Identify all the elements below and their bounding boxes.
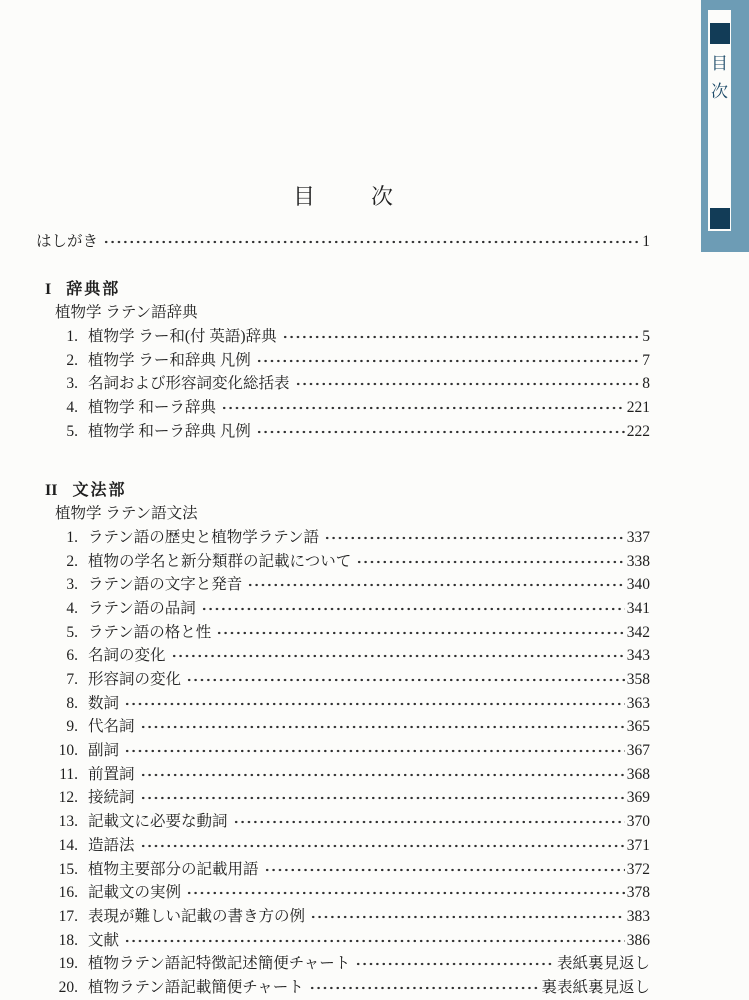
dot-leader bbox=[140, 715, 625, 739]
dot-leader bbox=[310, 905, 625, 929]
item-number: 4. bbox=[66, 399, 78, 417]
item-page: 221 bbox=[626, 399, 650, 417]
dot-leader bbox=[140, 763, 625, 787]
item-number: 18. bbox=[58, 931, 78, 949]
item-number: 5. bbox=[66, 422, 78, 440]
item-label: 形容詞の変化 bbox=[88, 671, 182, 688]
toc-row bbox=[36, 834, 650, 858]
preface-page: 1 bbox=[642, 233, 650, 250]
section-numeral: II bbox=[45, 481, 58, 499]
toc-row bbox=[36, 692, 650, 716]
toc-row bbox=[36, 952, 650, 976]
item-label: 数詞 bbox=[88, 694, 120, 712]
dot-leader bbox=[186, 668, 625, 692]
dot-leader bbox=[140, 834, 625, 858]
preface-label: はしがき bbox=[36, 233, 99, 250]
dot-leader bbox=[247, 573, 625, 597]
item-page: 363 bbox=[626, 694, 650, 712]
item-label: 文献 bbox=[88, 931, 120, 949]
toc-row bbox=[36, 526, 650, 550]
toc-row bbox=[36, 644, 650, 668]
dot-leader bbox=[221, 396, 625, 420]
toc-row bbox=[36, 420, 650, 444]
item-label: 代名詞 bbox=[88, 718, 135, 736]
toc-row bbox=[36, 763, 650, 787]
item-number: 1. bbox=[66, 328, 78, 346]
toc-row-preface bbox=[36, 230, 650, 254]
item-page: 342 bbox=[626, 623, 650, 641]
item-label: 植物学 和ーラ辞典 bbox=[88, 399, 216, 417]
item-label: ラテン語の品詞 bbox=[88, 599, 196, 617]
toc-row bbox=[36, 372, 650, 396]
tab-label-char-2: 次 bbox=[711, 82, 728, 101]
sections-container bbox=[36, 278, 650, 1000]
dot-leader bbox=[264, 858, 625, 882]
item-page: 369 bbox=[626, 789, 650, 807]
item-page: 338 bbox=[626, 552, 650, 570]
item-number: 2. bbox=[66, 552, 78, 570]
item-page: 7 bbox=[642, 351, 650, 369]
item-page: 340 bbox=[626, 576, 650, 594]
item-label: 植物学 和ーラ辞典 凡例 bbox=[88, 422, 251, 440]
item-page: 337 bbox=[626, 528, 650, 546]
toc-row bbox=[36, 739, 650, 763]
item-page: 367 bbox=[626, 742, 650, 760]
item-page: 表紙裏見返し bbox=[556, 955, 650, 973]
item-number: 14. bbox=[58, 836, 78, 854]
dot-leader bbox=[356, 550, 625, 574]
dot-leader bbox=[295, 372, 641, 396]
item-number: 10. bbox=[58, 742, 78, 760]
dot-leader bbox=[216, 621, 625, 645]
dot-leader bbox=[186, 881, 625, 905]
item-label: ラテン語の格と性 bbox=[88, 623, 212, 641]
item-page: 341 bbox=[626, 599, 650, 617]
section-heading: 辞典部 bbox=[66, 280, 121, 298]
section-items bbox=[36, 325, 650, 443]
section-items bbox=[36, 526, 650, 1000]
toc-row bbox=[36, 929, 650, 953]
item-page: 5 bbox=[642, 328, 650, 346]
item-number: 13. bbox=[58, 813, 78, 831]
item-label: 接続詞 bbox=[88, 789, 135, 807]
dot-leader bbox=[256, 349, 640, 373]
dot-leader bbox=[103, 230, 640, 254]
item-page: 371 bbox=[626, 836, 650, 854]
dot-leader bbox=[171, 644, 625, 668]
toc-row bbox=[36, 396, 650, 420]
item-page: 222 bbox=[626, 422, 650, 440]
item-label: 植物の学名と新分類群の記載について bbox=[88, 552, 352, 570]
toc-row bbox=[36, 668, 650, 692]
item-number: 3. bbox=[66, 576, 78, 594]
dot-leader bbox=[201, 597, 625, 621]
toc-row bbox=[36, 621, 650, 645]
section-header bbox=[36, 278, 650, 302]
item-label: 名詞および形容詞変化総括表 bbox=[88, 375, 290, 393]
dot-leader bbox=[309, 976, 540, 1000]
item-label: 副詞 bbox=[88, 742, 120, 760]
item-page: 裏表紙裏見返し bbox=[541, 978, 650, 996]
toc-row bbox=[36, 905, 650, 929]
dot-leader bbox=[355, 952, 555, 976]
toc-row bbox=[36, 349, 650, 373]
item-page: 365 bbox=[626, 718, 650, 736]
item-label: ラテン語の歴史と植物学ラテン語 bbox=[88, 528, 319, 546]
chapter-edge-tab bbox=[701, 0, 749, 252]
dot-leader bbox=[282, 325, 641, 349]
page-title: 目次 bbox=[292, 184, 449, 209]
dot-leader bbox=[324, 526, 625, 550]
dot-leader bbox=[256, 420, 625, 444]
item-number: 15. bbox=[58, 860, 78, 878]
toc-row bbox=[36, 976, 650, 1000]
item-page: 343 bbox=[626, 647, 650, 665]
dot-leader bbox=[140, 786, 625, 810]
item-page: 358 bbox=[626, 671, 650, 688]
tab-square-bottom bbox=[710, 208, 730, 229]
chapter-tab-strip bbox=[708, 10, 731, 231]
item-label: 植物学 ラー和辞典 凡例 bbox=[88, 351, 251, 369]
item-page: 368 bbox=[626, 765, 650, 783]
item-page: 383 bbox=[626, 907, 650, 925]
item-label: 植物ラテン語記特徴記述簡便チャート bbox=[88, 955, 351, 973]
item-number: 6. bbox=[66, 647, 78, 665]
item-page: 386 bbox=[626, 931, 650, 949]
item-label: 記載文の実例 bbox=[88, 884, 182, 902]
toc-row bbox=[36, 550, 650, 574]
toc-row bbox=[36, 881, 650, 905]
toc-section bbox=[36, 479, 650, 1000]
item-number: 1. bbox=[66, 528, 78, 546]
item-number: 4. bbox=[66, 599, 78, 617]
item-label: 植物主要部分の記載用語 bbox=[88, 860, 259, 878]
item-label: 植物学 ラー和(付 英語)辞典 bbox=[88, 328, 277, 346]
section-subtitle: 植物学 ラテン語辞典 bbox=[55, 304, 198, 322]
toc-body bbox=[36, 230, 650, 1000]
item-label: 前置詞 bbox=[88, 765, 135, 783]
toc-row bbox=[36, 325, 650, 349]
item-number: 11. bbox=[59, 765, 78, 783]
toc-row bbox=[36, 786, 650, 810]
section-subtitle: 植物学 ラテン語文法 bbox=[55, 505, 198, 523]
section-header bbox=[36, 479, 650, 503]
toc-row bbox=[36, 715, 650, 739]
dot-leader bbox=[124, 692, 625, 716]
item-label: 植物ラテン語記載簡便チャート bbox=[88, 978, 304, 996]
item-number: 19. bbox=[58, 955, 78, 973]
dot-leader bbox=[124, 929, 625, 953]
item-number: 2. bbox=[66, 351, 78, 369]
tab-label-char-1: 目 bbox=[711, 54, 728, 73]
item-number: 7. bbox=[66, 671, 78, 688]
item-label: 造語法 bbox=[88, 836, 135, 854]
item-number: 16. bbox=[58, 884, 78, 902]
item-label: ラテン語の文字と発音 bbox=[88, 576, 243, 594]
dot-leader bbox=[124, 739, 625, 763]
item-label: 記載文に必要な動詞 bbox=[88, 813, 228, 831]
toc-row bbox=[36, 810, 650, 834]
section-numeral: I bbox=[45, 280, 52, 298]
toc-row bbox=[36, 573, 650, 597]
item-page: 8 bbox=[642, 375, 650, 393]
toc-row bbox=[36, 597, 650, 621]
tab-square-top bbox=[710, 23, 730, 44]
item-number: 3. bbox=[66, 375, 78, 393]
toc-section bbox=[36, 278, 650, 444]
item-number: 17. bbox=[58, 907, 78, 925]
dot-leader bbox=[233, 810, 625, 834]
item-page: 372 bbox=[626, 860, 650, 878]
item-number: 5. bbox=[66, 623, 78, 641]
toc-row bbox=[36, 858, 650, 882]
section-heading: 文法部 bbox=[72, 481, 127, 499]
item-number: 9. bbox=[66, 718, 78, 736]
item-label: 表現が難しい記載の書き方の例 bbox=[88, 907, 306, 925]
item-page: 370 bbox=[626, 813, 650, 831]
item-number: 20. bbox=[58, 978, 78, 996]
item-number: 12. bbox=[58, 789, 78, 807]
item-number: 8. bbox=[66, 694, 78, 712]
item-label: 名詞の変化 bbox=[88, 647, 166, 665]
item-page: 378 bbox=[626, 884, 650, 902]
